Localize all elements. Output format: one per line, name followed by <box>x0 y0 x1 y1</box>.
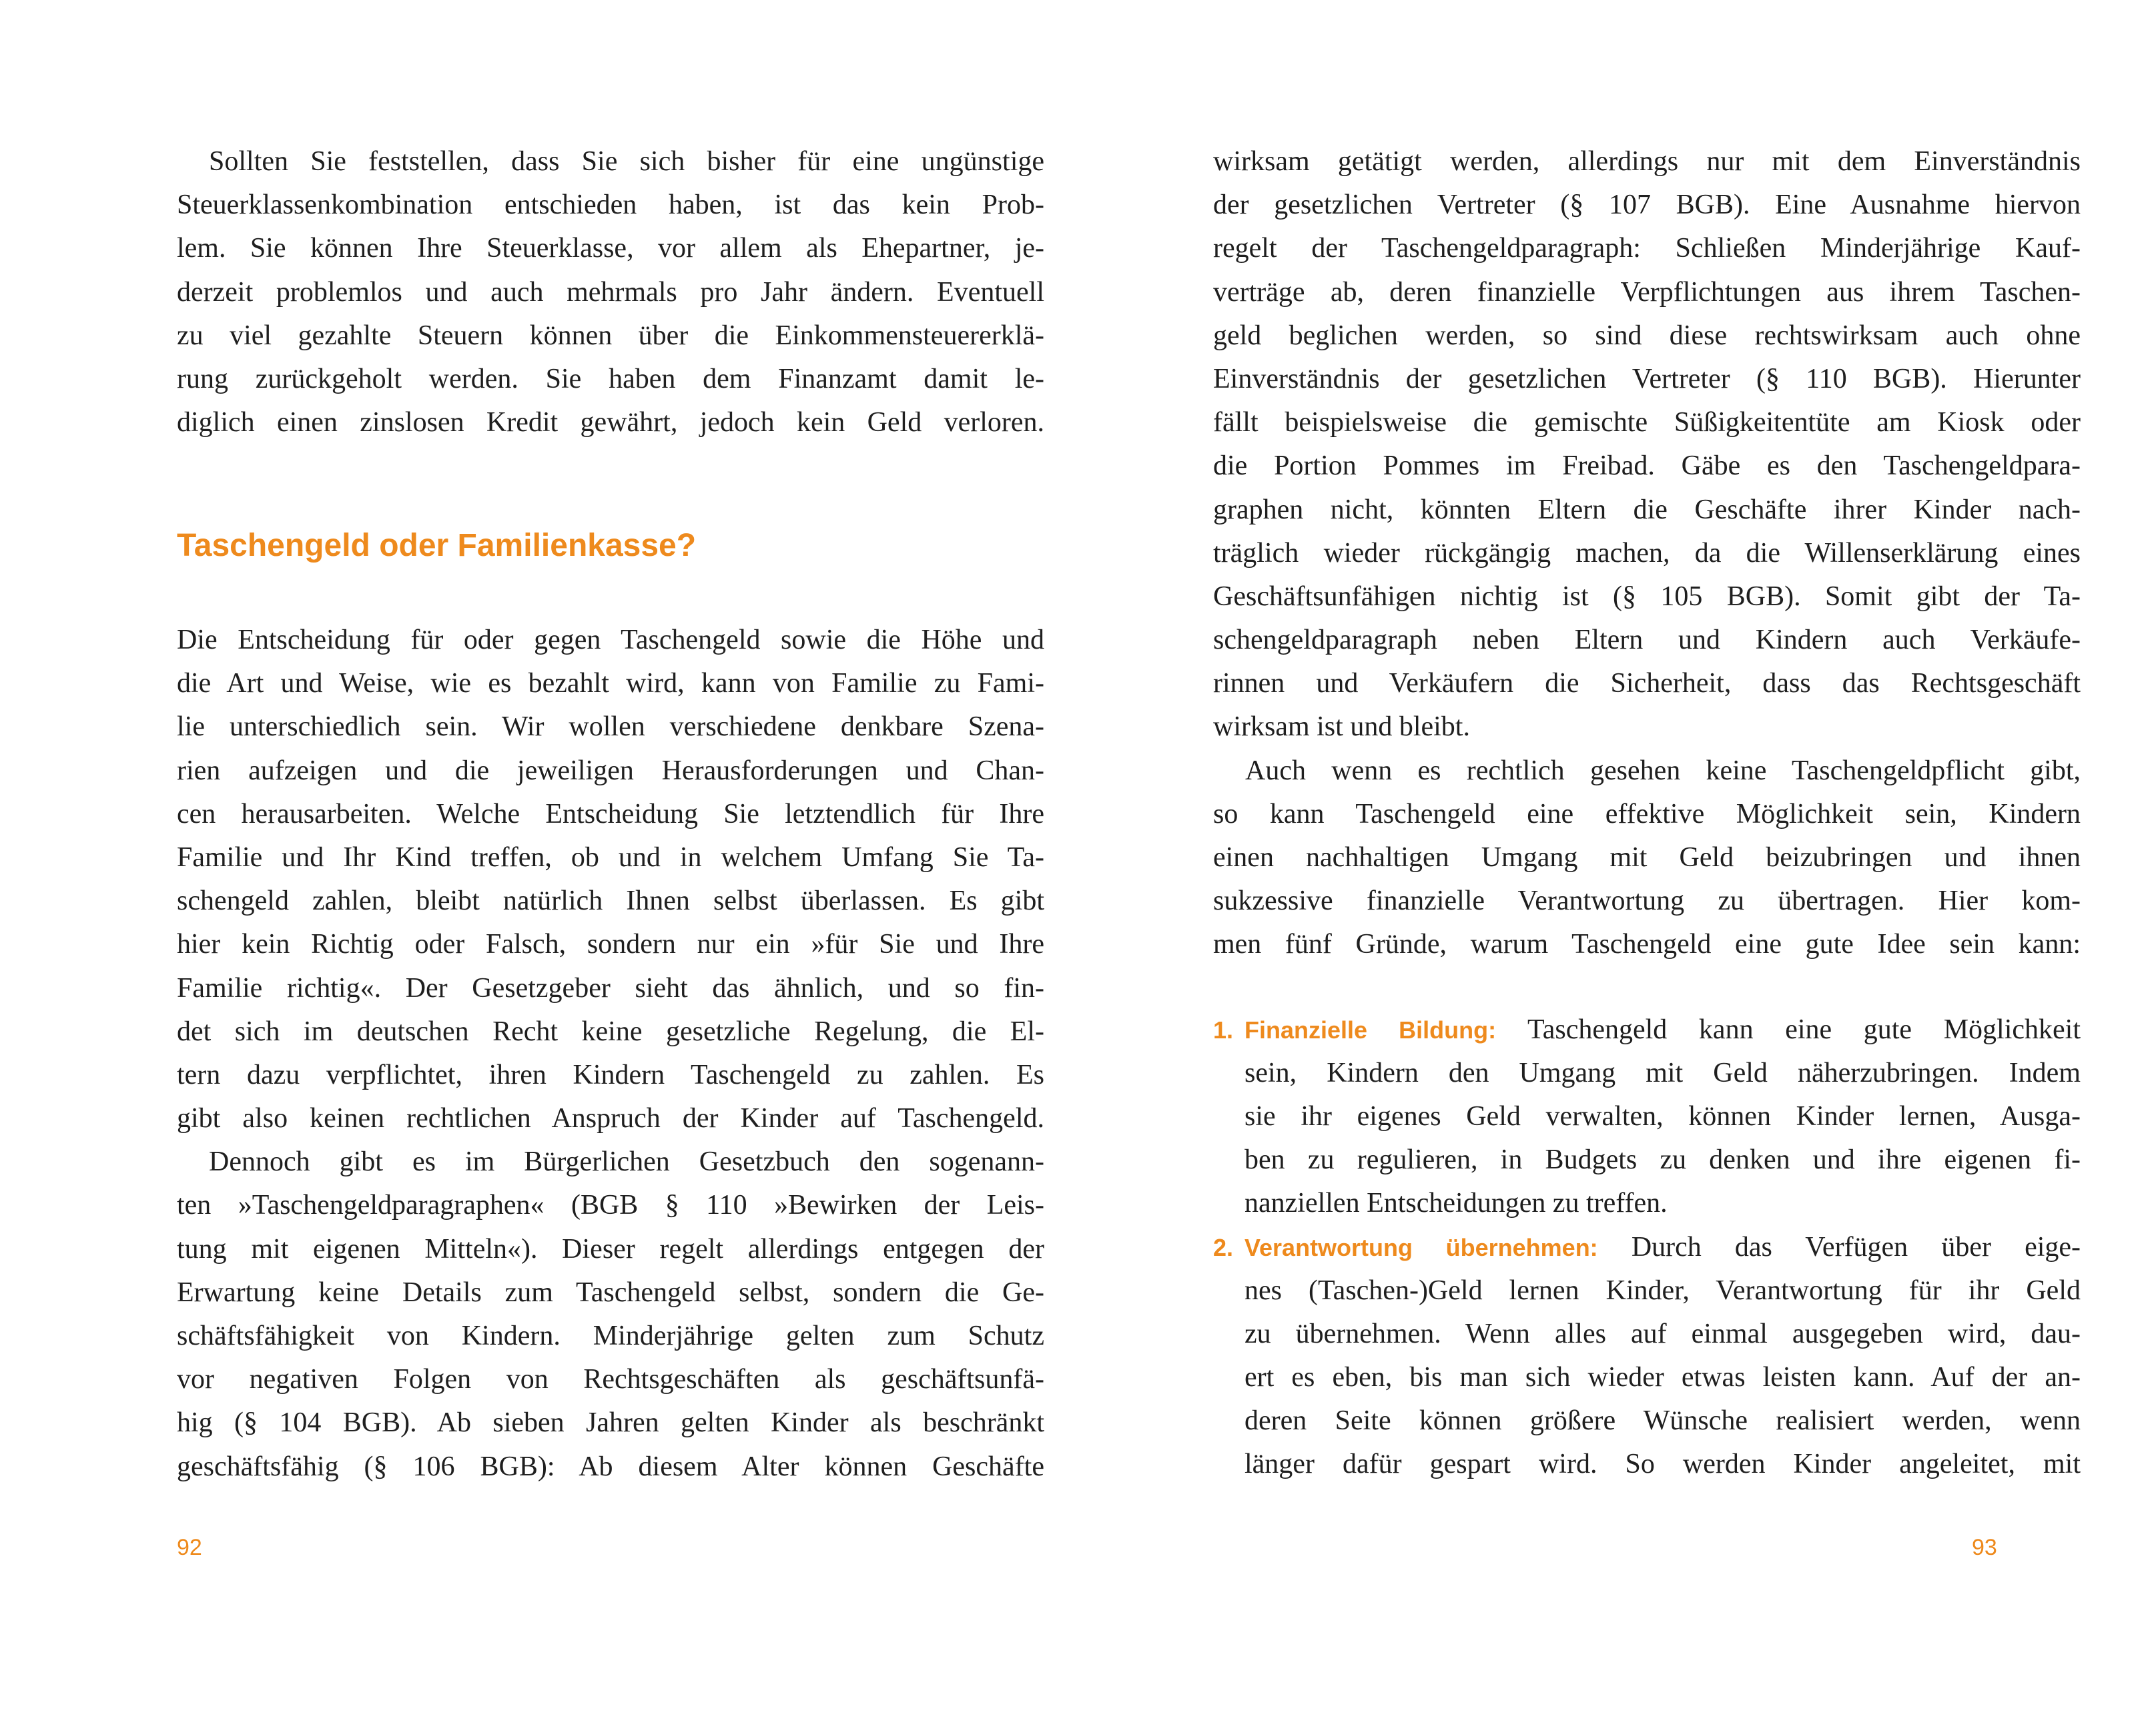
list-item-title: Finanzielle Bildung: <box>1244 1016 1497 1044</box>
list-number: 2. <box>1213 1233 1234 1261</box>
text-line: verträge ab, deren finanzielle Verpflichtungen aus ihrem Taschen- <box>1213 276 2081 308</box>
text-line: sein, Kindern den Umgang mit Geld näherzubringen. Indem <box>1244 1057 2081 1088</box>
list-number: 1. <box>1213 1016 1234 1044</box>
text-line: länger dafür gespart wird. So werden Kinder angeleitet, mit <box>1244 1449 2081 1480</box>
text-line: nanziellen Entscheidungen zu treffen. <box>1244 1188 1668 1219</box>
text-line: Einverständnis der gesetzlichen Vertreter (§ 110 BGB). Hierunter <box>1213 363 2081 394</box>
text-line: men fünf Gründe, warum Taschengeld eine gute Idee sein kann: <box>1213 929 2081 960</box>
text-line: Steuerklassenkombination entschieden haben, ist das kein Prob- <box>177 190 1044 221</box>
text-line: Familie richtig«. Der Gesetzgeber sieht das ähnlich, und so fin- <box>177 972 1044 1004</box>
text-line: deren Seite können größere Wünsche realisiert werden, wenn <box>1244 1405 2081 1437</box>
text-line: Auch wenn es rechtlich gesehen keine Taschengeldpflicht gibt, <box>1245 755 2081 786</box>
text-line: sie ihr eigenes Geld verwalten, können Kinder lernen, Ausga- <box>1244 1100 2081 1132</box>
text-line: hig (§ 104 BGB). Ab sieben Jahren gelten Kinder als beschränkt <box>177 1407 1044 1439</box>
text-line: Sollten Sie feststellen, dass Sie sich bisher für eine ungünstige <box>209 146 1044 177</box>
text-line: diglich einen zinslosen Kredit gewährt, jedoch kein Geld verloren. <box>177 407 1044 438</box>
text-line: träglich wieder rückgängig machen, da die Willenserklärung eines <box>1213 537 2081 569</box>
text-line: regelt der Taschengeldparagraph: Schließen Minderjährige Kauf- <box>1213 233 2081 264</box>
paragraph-steuerklasse <box>177 140 1044 444</box>
list-item-text: Taschengeld kann eine gute Möglichkeit <box>1527 1014 2081 1045</box>
list-item-text: Durch das Verfügen über eige- <box>1631 1231 2081 1263</box>
paragraph-wirksam <box>1213 140 2081 749</box>
text-line: rien aufzeigen und die jeweiligen Herausforderungen und Chan- <box>177 755 1044 786</box>
text-line: Geschäftsunfähigen nichtig ist (§ 105 BGB). Somit gibt der Ta- <box>1213 581 2081 612</box>
text-line: fällt beispielsweise die gemischte Süßigkeitentüte am Kiosk oder <box>1213 407 2081 438</box>
text-line: zu viel gezahlte Steuern können über die Einkommensteuererklä- <box>177 320 1044 351</box>
list-item-verantwortung <box>1213 1226 2081 1487</box>
right-page-body <box>1213 140 2081 1487</box>
text-line: lem. Sie können Ihre Steuerklasse, vor allem als Ehepartner, je- <box>177 233 1044 264</box>
text-line: tern dazu verpflichtet, ihren Kindern Taschengeld zu zahlen. Es <box>177 1059 1044 1090</box>
text-line: nes (Taschen-)Geld lernen Kinder, Verantwortung für ihr Geld <box>1244 1275 2081 1306</box>
text-line: geld beglichen werden, so sind diese rechtswirksam auch ohne <box>1213 320 2081 351</box>
list-item-title: Verantwortung übernehmen: <box>1244 1233 1598 1261</box>
text-line: tung mit eigenen Mitteln«). Dieser regelt allerdings entgegen der <box>177 1233 1044 1265</box>
text-line: geschäftsfähig (§ 106 BGB): Ab diesem Alter können Geschäfte <box>177 1451 1044 1482</box>
text-line: wirksam getätigt werden, allerdings nur mit dem Einverständnis <box>1213 146 2081 177</box>
text-line: ert es eben, bis man sich wieder etwas leisten kann. Auf der an- <box>1244 1362 2081 1393</box>
text-line: graphen nicht, könnten Eltern die Geschäfte ihrer Kinder nach- <box>1213 494 2081 525</box>
text-line: schäftsfähigkeit von Kindern. Minderjährige gelten zum Schutz <box>177 1321 1044 1351</box>
text-line: det sich im deutschen Recht keine gesetzliche Regelung, die El- <box>177 1016 1044 1047</box>
text-line: lie unterschiedlich sein. Wir wollen verschiedene denkbare Szena- <box>177 711 1044 743</box>
list-item-finanzielle-bildung <box>1213 1008 2081 1226</box>
text-line: vor negativen Folgen von Rechtsgeschäften als geschäftsunfä- <box>177 1364 1044 1395</box>
paragraph-taschengeldpflicht <box>1213 749 2081 967</box>
page-number-left: 92 <box>177 1535 202 1560</box>
text-line: so kann Taschengeld eine effektive Möglichkeit sein, Kindern <box>1213 798 2081 829</box>
text-line: sukzessive finanzielle Verantwortung zu übertragen. Hier kom- <box>1213 886 2081 917</box>
text-line: ben zu regulieren, in Budgets zu denken und ihre eigenen fi- <box>1244 1144 2081 1176</box>
section-heading: Taschengeld oder Familienkasse? <box>177 528 697 563</box>
page-number-right: 93 <box>1972 1535 1997 1560</box>
left-page-body <box>177 140 1044 444</box>
text-line: Erwartung keine Details zum Taschengeld selbst, sondern die Ge- <box>177 1277 1044 1308</box>
text-line: Familie und Ihr Kind treffen, ob und in welchem Umfang Sie Ta- <box>177 841 1044 873</box>
spacer <box>1213 967 2081 1008</box>
text-line: zu übernehmen. Wenn alles auf einmal ausgegeben wird, dau- <box>1244 1318 2081 1349</box>
text-line: schengeld zahlen, bleibt natürlich Ihnen selbst überlassen. Es gibt <box>177 886 1044 917</box>
paragraph-bgb <box>177 1140 1044 1489</box>
paragraph-entscheidung <box>177 619 1044 1140</box>
text-line <box>1244 1008 2081 1052</box>
text-line: der gesetzlichen Vertreter (§ 107 BGB). Eine Ausnahme hiervon <box>1213 190 2081 221</box>
text-line: die Art und Weise, wie es bezahlt wird, kann von Familie zu Fami- <box>177 668 1044 699</box>
text-line: schengeldparagraph neben Eltern und Kindern auch Verkäufe- <box>1213 625 2081 656</box>
text-line: gibt also keinen rechtlichen Anspruch der Kinder auf Taschengeld. <box>177 1103 1044 1134</box>
text-line: einen nachhaltigen Umgang mit Geld beizubringen und ihnen <box>1213 842 2081 873</box>
text-line: hier kein Richtig oder Falsch, sondern nur ein »für Sie und Ihre <box>177 929 1044 960</box>
text-line: Dennoch gibt es im Bürgerlichen Gesetzbuch den sogenann- <box>209 1146 1044 1178</box>
text-line: wirksam ist und bleibt. <box>1213 711 1470 743</box>
text-line: Die Entscheidung für oder gegen Taschengeld sowie die Höhe und <box>177 625 1044 655</box>
text-line: die Portion Pommes im Freibad. Gäbe es den Taschengeldpara- <box>1213 450 2081 482</box>
text-line: rinnen und Verkäufern die Sicherheit, dass das Rechtsgeschäft <box>1213 668 2081 699</box>
text-line: cen herausarbeiten. Welche Entscheidung Sie letztendlich für Ihre <box>177 798 1044 829</box>
left-page-section <box>177 619 1044 1489</box>
text-line <box>1244 1226 2081 1269</box>
text-line: rung zurückgeholt werden. Sie haben dem Finanzamt damit le- <box>177 363 1044 394</box>
text-line: ten »Taschengeldparagraphen« (BGB § 110 »Bewirken der Leis- <box>177 1190 1044 1221</box>
text-line: derzeit problemlos und auch mehrmals pro Jahr ändern. Eventuell <box>177 276 1044 308</box>
